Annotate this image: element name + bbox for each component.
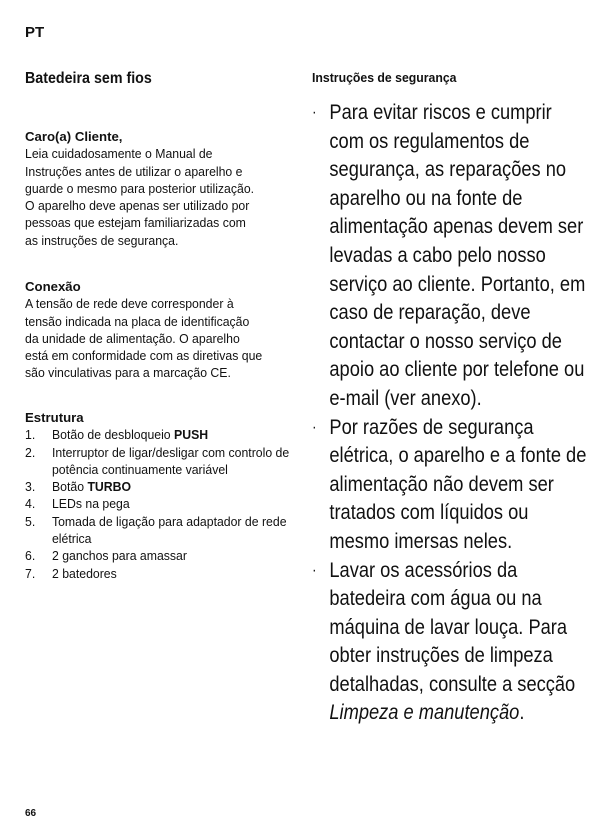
section-reference: Limpeza e manutenção [329, 701, 520, 725]
list-item: 5. Tomada de ligação para adaptador de rede elétrica [25, 513, 287, 547]
right-column [312, 70, 592, 728]
greeting-section [25, 128, 320, 249]
connection-text: A tensão de rede deve corresponder à tensão indicada na placa de identificação da unidade de alimentação. O aparelho está em conformidade com as diretivas que são vinculativas para a marcação CE. [25, 296, 263, 381]
document-title: Batedeira sem fios [25, 70, 152, 87]
connection-heading: Conexão [25, 279, 81, 294]
bullet-icon: · [312, 104, 317, 121]
structure-list [25, 426, 320, 582]
bullet-icon: · [312, 418, 317, 436]
structure-heading: Estrutura [25, 410, 84, 425]
greeting-heading: Caro(a) Cliente, [25, 129, 123, 144]
page-number: 66 [25, 808, 37, 819]
safety-item: · Para evitar riscos e cumprir com os regulamentos de segurança, as reparações no aparelho ou na fonte de alimentação apenas devem ser levadas a cabo pelo nosso serviço ao cliente. Portanto, em caso de reparação, deve contactar o nosso serviço de apoio ao cliente por telefone ou e-mail (ver anexo). [312, 101, 586, 410]
safety-item: · Por razões de segurança elétrica, o aparelho e a fonte de alimentação não devem ser tratados com líquidos ou mesmo imersas neles. [312, 415, 587, 553]
list-item: 4. LEDs na pega [25, 496, 130, 512]
connection-section [25, 278, 320, 382]
list-item: 6. 2 ganchos para amassar [25, 548, 187, 564]
structure-section [25, 409, 320, 582]
safety-item: · Lavar os acessórios da batedeira com água ou na máquina de lavar louça. Para obter instruções de limpeza detalhadas, consulte a secção Limpeza e manutenção. [312, 558, 576, 725]
safety-list [312, 99, 592, 728]
language-code: PT [25, 24, 45, 41]
safety-heading: Instruções de segurança [312, 70, 457, 85]
list-item: 2. Interruptor de ligar/desligar com controlo de potência continuamente variável [25, 444, 290, 477]
greeting-text: Leia cuidadosamente o Manual de Instruções antes de utilizar o aparelho e guarde o mesmo para posterior utilização. O aparelho deve apenas ser utilizado por pessoas que estejam familiarizadas com as instruções de segurança. [25, 146, 255, 248]
bullet-icon: · [312, 561, 317, 579]
list-item: 3. Botão TURBO [25, 479, 132, 495]
list-item: 1. Botão de desbloqueio PUSH [25, 427, 209, 443]
left-column [25, 70, 310, 581]
list-item: 7. 2 batedores [25, 565, 117, 581]
